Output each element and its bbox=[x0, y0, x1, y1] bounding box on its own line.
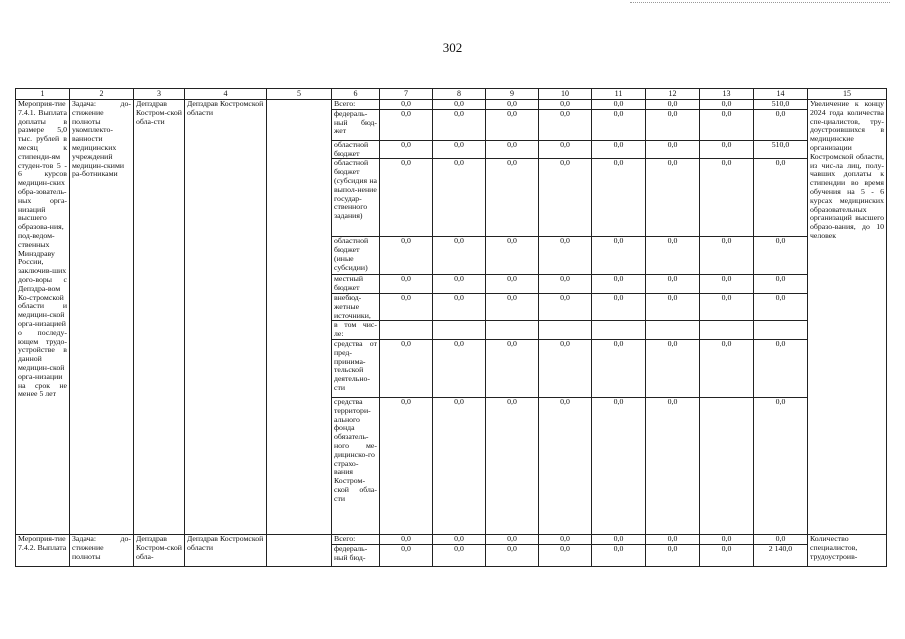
column-header: 7 bbox=[380, 89, 433, 100]
value-cell: 0,0 bbox=[539, 109, 592, 140]
value-cell: 0,0 bbox=[380, 544, 433, 566]
column-header: 4 bbox=[185, 89, 267, 100]
value-cell: 0,0 bbox=[754, 237, 808, 275]
value-cell: 0,0 bbox=[486, 293, 539, 320]
value-cell: 0,0 bbox=[646, 293, 700, 320]
value-cell: 0,0 bbox=[700, 140, 754, 159]
event-cell: Мероприя-тие 7.4.2. Выплата bbox=[16, 534, 70, 566]
result-cell: Количество специалистов, трудоустроив- bbox=[808, 534, 887, 566]
value-cell: 0,0 bbox=[486, 140, 539, 159]
column-header: 2 bbox=[70, 89, 134, 100]
funding-source-cell: внебюд-жетные источники, bbox=[332, 293, 380, 320]
coexecutor-cell: Депздрав Костромской области bbox=[185, 534, 267, 566]
value-cell: 0,0 bbox=[380, 397, 433, 534]
value-cell bbox=[539, 321, 592, 340]
value-cell: 0,0 bbox=[433, 100, 486, 110]
value-cell: 0,0 bbox=[700, 109, 754, 140]
value-cell: 0,0 bbox=[700, 237, 754, 275]
value-cell: 0,0 bbox=[433, 339, 486, 397]
value-cell: 0,0 bbox=[700, 544, 754, 566]
value-cell: 0,0 bbox=[433, 397, 486, 534]
page-number: 302 bbox=[442, 40, 463, 55]
value-cell: 0,0 bbox=[754, 293, 808, 320]
value-cell: 0,0 bbox=[539, 339, 592, 397]
header-row bbox=[16, 89, 887, 100]
value-cell: 0,0 bbox=[700, 534, 754, 544]
value-cell: 0,0 bbox=[754, 109, 808, 140]
value-cell bbox=[486, 321, 539, 340]
funding-source-cell: Всего: bbox=[332, 534, 380, 544]
funding-source-cell: средства территори-ального фонда обязатель-ного ме-дицинско-го страхо-вания Костром-ской обла-сти bbox=[332, 397, 380, 534]
value-cell: 0,0 bbox=[380, 339, 433, 397]
column-header: 13 bbox=[700, 89, 754, 100]
value-cell: 0,0 bbox=[486, 544, 539, 566]
column-header: 3 bbox=[134, 89, 185, 100]
value-cell bbox=[380, 321, 433, 340]
value-cell: 0,0 bbox=[754, 339, 808, 397]
value-cell: 0,0 bbox=[539, 293, 592, 320]
value-cell: 0,0 bbox=[646, 397, 700, 534]
value-cell: 0,0 bbox=[486, 275, 539, 294]
value-cell: 2 140,0 bbox=[754, 544, 808, 566]
empty-cell bbox=[267, 534, 332, 566]
funding-source-cell: областной бюджет bbox=[332, 140, 380, 159]
funding-source-cell: местный бюджет bbox=[332, 275, 380, 294]
value-cell: 0,0 bbox=[486, 534, 539, 544]
value-cell: 0,0 bbox=[433, 140, 486, 159]
value-cell: 0,0 bbox=[539, 397, 592, 534]
value-cell: 0,0 bbox=[646, 544, 700, 566]
value-cell: 0,0 bbox=[592, 159, 646, 237]
value-cell: 0,0 bbox=[646, 275, 700, 294]
column-header: 10 bbox=[539, 89, 592, 100]
funding-source-cell: в том чис-ле: bbox=[332, 321, 380, 340]
value-cell: 0,0 bbox=[592, 534, 646, 544]
task-cell: Задача: до-стижение полноты bbox=[70, 534, 134, 566]
value-cell: 0,0 bbox=[592, 544, 646, 566]
value-cell: 0,0 bbox=[539, 275, 592, 294]
budget-table bbox=[15, 88, 887, 567]
task-cell: Задача: до-стижение полноты укомплекто-ванности медицинских учреждений медицин-скими ра-ботниками bbox=[70, 100, 134, 535]
value-cell: 0,0 bbox=[380, 237, 433, 275]
value-cell: 0,0 bbox=[592, 293, 646, 320]
value-cell: 0,0 bbox=[539, 534, 592, 544]
value-cell: 0,0 bbox=[754, 275, 808, 294]
value-cell: 0,0 bbox=[754, 159, 808, 237]
executor-cell: Депздрав Костром-ской обла-сти bbox=[134, 100, 185, 535]
value-cell bbox=[433, 321, 486, 340]
value-cell: 0,0 bbox=[433, 159, 486, 237]
value-cell bbox=[754, 321, 808, 340]
scan-artifact-line bbox=[630, 2, 890, 3]
value-cell: 0,0 bbox=[433, 293, 486, 320]
value-cell: 0,0 bbox=[539, 237, 592, 275]
executor-cell: Депздрав Костром-ской обла- bbox=[134, 534, 185, 566]
column-header: 14 bbox=[754, 89, 808, 100]
value-cell: 0,0 bbox=[646, 140, 700, 159]
table-row bbox=[16, 100, 887, 110]
value-cell bbox=[646, 321, 700, 340]
value-cell: 0,0 bbox=[700, 339, 754, 397]
value-cell: 0,0 bbox=[486, 397, 539, 534]
value-cell: 0,0 bbox=[592, 109, 646, 140]
value-cell: 0,0 bbox=[646, 159, 700, 237]
funding-source-cell: федераль-ный бюд-жет bbox=[332, 109, 380, 140]
result-cell: Увеличение к концу 2024 года количества спе-циалистов, тру-доустроившихся в медицинские организации Костромской области, из чис-ла лиц, полу-чавших доплаты к стипендии во время обучения на 5 - 6 курсах медицинских образовательных организаций высшего образо-вания, до 10 человек bbox=[808, 100, 887, 535]
value-cell: 510,0 bbox=[754, 140, 808, 159]
table-row bbox=[16, 534, 887, 544]
column-header: 1 bbox=[16, 89, 70, 100]
column-header: 9 bbox=[486, 89, 539, 100]
value-cell: 0,0 bbox=[433, 109, 486, 140]
value-cell: 0,0 bbox=[700, 100, 754, 110]
value-cell: 0,0 bbox=[592, 339, 646, 397]
value-cell: 0,0 bbox=[380, 275, 433, 294]
column-header: 15 bbox=[808, 89, 887, 100]
value-cell: 0,0 bbox=[433, 237, 486, 275]
value-cell: 0,0 bbox=[646, 100, 700, 110]
funding-source-cell: федераль-ный бюд- bbox=[332, 544, 380, 566]
funding-source-cell: областной бюджет (иные субсидии) bbox=[332, 237, 380, 275]
value-cell: 0,0 bbox=[380, 140, 433, 159]
value-cell: 0,0 bbox=[700, 275, 754, 294]
column-header: 11 bbox=[592, 89, 646, 100]
value-cell: 0,0 bbox=[754, 397, 808, 534]
value-cell: 0,0 bbox=[646, 339, 700, 397]
value-cell: 0,0 bbox=[539, 544, 592, 566]
value-cell: 0,0 bbox=[592, 275, 646, 294]
value-cell: 0,0 bbox=[380, 100, 433, 110]
value-cell: 0,0 bbox=[486, 339, 539, 397]
value-cell: 0,0 bbox=[754, 534, 808, 544]
value-cell: 0,0 bbox=[380, 534, 433, 544]
value-cell bbox=[700, 321, 754, 340]
funding-source-cell: Всего: bbox=[332, 100, 380, 110]
value-cell: 0,0 bbox=[486, 100, 539, 110]
column-header: 6 bbox=[332, 89, 380, 100]
value-cell: 0,0 bbox=[433, 534, 486, 544]
value-cell: 0,0 bbox=[539, 159, 592, 237]
value-cell: 0,0 bbox=[380, 109, 433, 140]
value-cell: 0,0 bbox=[380, 159, 433, 237]
value-cell bbox=[592, 321, 646, 340]
column-header: 5 bbox=[267, 89, 332, 100]
value-cell: 0,0 bbox=[700, 159, 754, 237]
column-header: 8 bbox=[433, 89, 486, 100]
value-cell: 0,0 bbox=[592, 100, 646, 110]
value-cell: 0,0 bbox=[646, 237, 700, 275]
value-cell: 0,0 bbox=[646, 109, 700, 140]
value-cell: 0,0 bbox=[646, 534, 700, 544]
empty-cell bbox=[267, 100, 332, 535]
funding-source-cell: средства от пред-принима-тельской деятельно-сти bbox=[332, 339, 380, 397]
value-cell: 0,0 bbox=[592, 140, 646, 159]
event-cell: Мероприя-тие 7.4.1. Выплата доплаты в размере 5,0 тыс. рублей в месяц к стипенди-ям студен-тов 5 - 6 курсов медицин-ских обра-зователь-ных орга-низаций высшего образова-ния, под-ведом-ственных Минздраву России, заключив-ших дого-воры с Депздра-вом Ко-стромской области и медицин-ской орга-низацией о последу-ющем трудо-устройстве в данной медицин-ской орга-низации на срок не менее 5 лет bbox=[16, 100, 70, 535]
value-cell: 0,0 bbox=[539, 100, 592, 110]
coexecutor-cell: Депздрав Костромской области bbox=[185, 100, 267, 535]
value-cell: 0,0 bbox=[700, 293, 754, 320]
value-cell bbox=[700, 397, 754, 534]
value-cell: 0,0 bbox=[433, 544, 486, 566]
funding-source-cell: областной бюджет (субсидия на выпол-нение государ-ственного задания) bbox=[332, 159, 380, 237]
value-cell: 0,0 bbox=[380, 293, 433, 320]
value-cell: 0,0 bbox=[486, 237, 539, 275]
value-cell: 0,0 bbox=[592, 237, 646, 275]
value-cell: 510,0 bbox=[754, 100, 808, 110]
value-cell: 0,0 bbox=[486, 159, 539, 237]
value-cell: 0,0 bbox=[539, 140, 592, 159]
value-cell: 0,0 bbox=[433, 275, 486, 294]
column-header: 12 bbox=[646, 89, 700, 100]
value-cell: 0,0 bbox=[592, 397, 646, 534]
value-cell: 0,0 bbox=[486, 109, 539, 140]
